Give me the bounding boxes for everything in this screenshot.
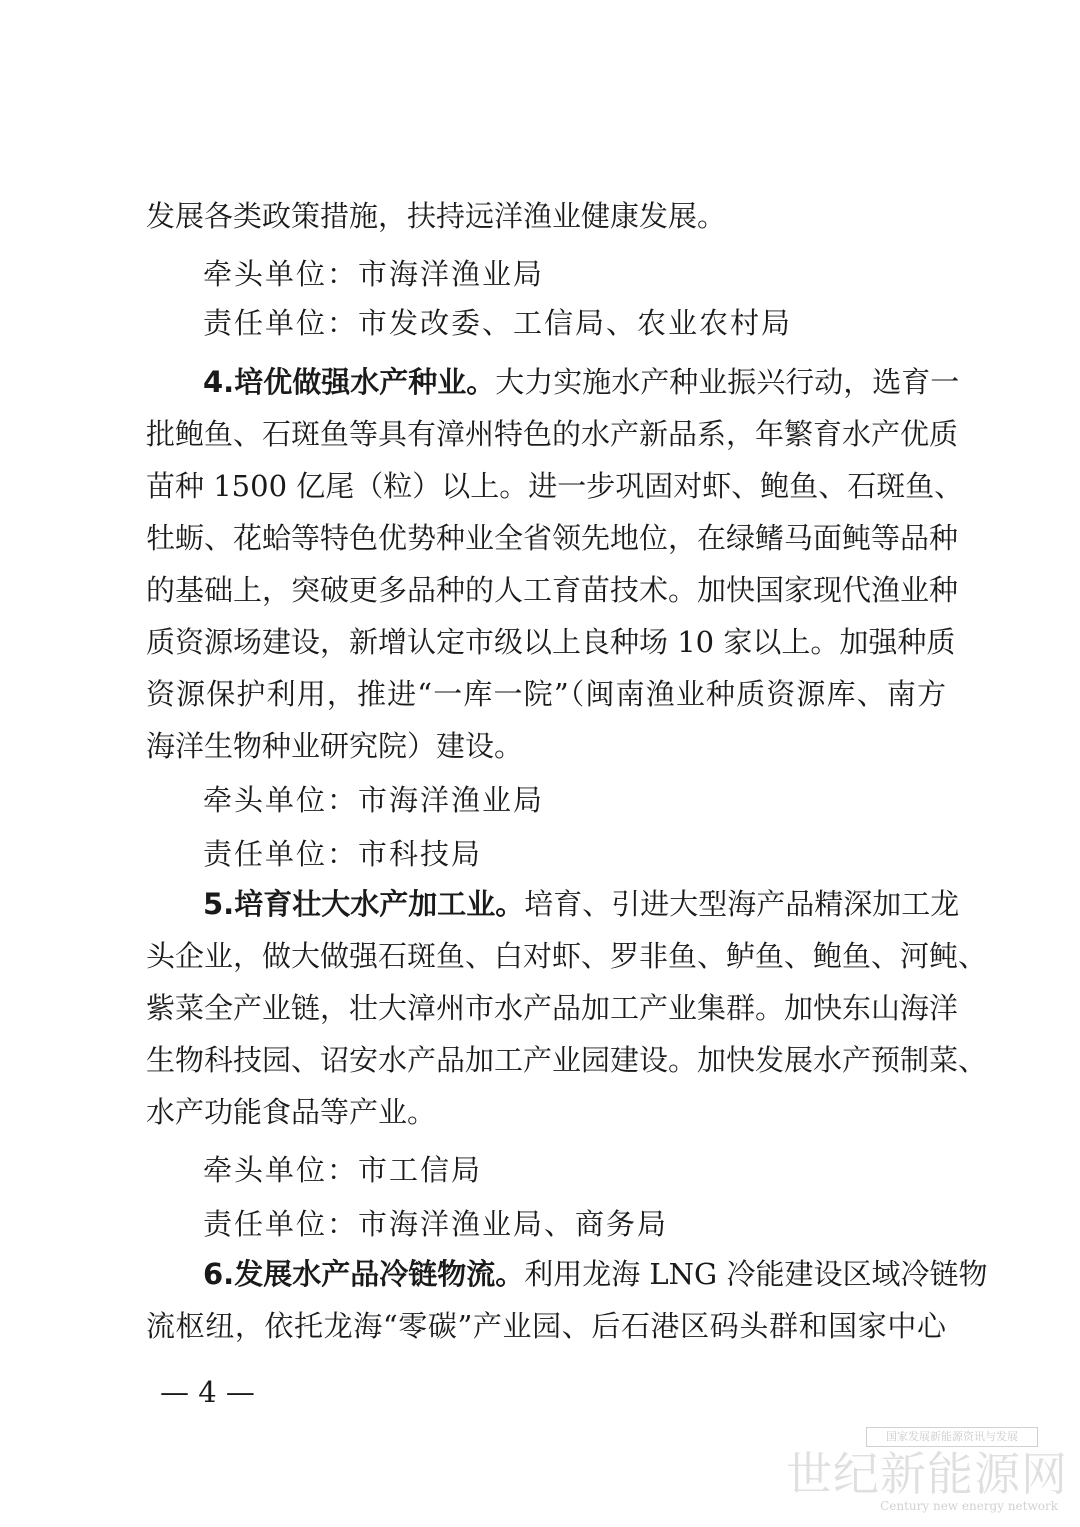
paragraph-line: 质资源场建设，新增认定市级以上良种场 10 家以上。加强种质 — [146, 625, 956, 659]
responsible-unit-value: 市发改委、工信局、农业农村局 — [358, 306, 793, 340]
responsible-unit-line — [203, 834, 946, 874]
section-text: 培育、引进大型海产品精深加工龙 — [524, 887, 960, 921]
responsible-unit-label: 责任单位： — [203, 1207, 359, 1241]
watermark-logo — [786, 1427, 1068, 1519]
section-heading: 5.培育壮大水产加工业。 — [203, 887, 525, 921]
lead-unit-label: 牵头单位： — [203, 1153, 359, 1187]
lead-unit-value: 市海洋渔业局 — [358, 783, 545, 817]
paragraph-line: 批鲍鱼、石斑鱼等具有漳州特色的水产新品系，年繁育水产优质 — [146, 417, 959, 451]
paragraph-line: 发展各类政策措施，扶持远洋渔业健康发展。 — [146, 199, 727, 233]
responsible-unit-label: 责任单位： — [203, 306, 359, 340]
watermark-sub-text: Century new energy network — [880, 1499, 1058, 1513]
section-text: 利用龙海 LNG 冷能建设区域冷链物 — [524, 1257, 988, 1291]
paragraph-line: 的基础上，突破更多品种的人工育苗技术。加快国家现代渔业种 — [146, 573, 959, 607]
section-text: 大力实施水产种业振兴行动，选育一 — [495, 365, 960, 399]
page-number: — 4 — — [160, 1375, 255, 1409]
lead-unit-label: 牵头单位： — [203, 257, 359, 291]
paragraph-line: 生物科技园、诏安水产品加工产业园建设。加快发展水产预制菜、 — [146, 1043, 988, 1077]
paragraph-line: 紫菜全产业链，壮大漳州市水产品加工产业集群。加快东山海洋 — [146, 991, 959, 1025]
paragraph-line: 水产功能食品等产业。 — [146, 1095, 437, 1129]
watermark-top-text: 国家发展新能源资讯与发展 — [866, 1427, 1038, 1447]
paragraph-line: 资源保护利用，推进“一库一院”（闽南渔业种质资源库、南方 — [146, 677, 946, 711]
responsible-unit-line — [203, 303, 946, 343]
lead-unit-line — [203, 780, 946, 820]
section-heading-line — [203, 362, 960, 402]
lead-unit-line — [203, 1150, 946, 1190]
section-heading-line — [203, 884, 960, 924]
paragraph-line: 头企业，做大做强石斑鱼、白对虾、罗非鱼、鲈鱼、鲍鱼、河鲀、 — [146, 939, 988, 973]
lead-unit-value: 市海洋渔业局 — [358, 257, 545, 291]
responsible-unit-line — [203, 1204, 946, 1244]
paragraph-line: 牡蛎、花蛤等特色优势种业全省领先地位，在绿鳍马面鲀等品种 — [146, 521, 959, 555]
lead-unit-value: 市工信局 — [358, 1153, 483, 1187]
responsible-unit-label: 责任单位： — [203, 837, 359, 871]
paragraph-line: 苗种 1500 亿尾（粒）以上。进一步巩固对虾、鲍鱼、石斑鱼、 — [146, 469, 964, 503]
paragraph-line: 海洋生物种业研究院）建设。 — [146, 729, 524, 763]
lead-unit-label: 牵头单位： — [203, 783, 359, 817]
section-heading: 4.培优做强水产种业。 — [203, 365, 496, 399]
watermark-main-text: 世纪新能源网 — [786, 1447, 1068, 1501]
paragraph-line: 流枢纽，依托龙海“零碳”产业园、后石港区码头群和国家中心 — [146, 1309, 946, 1343]
responsible-unit-value: 市科技局 — [358, 837, 483, 871]
section-heading: 6.发展水产品冷链物流。 — [203, 1257, 525, 1291]
lead-unit-line — [203, 254, 946, 294]
section-heading-line — [203, 1254, 988, 1294]
responsible-unit-value: 市海洋渔业局、商务局 — [358, 1207, 669, 1241]
